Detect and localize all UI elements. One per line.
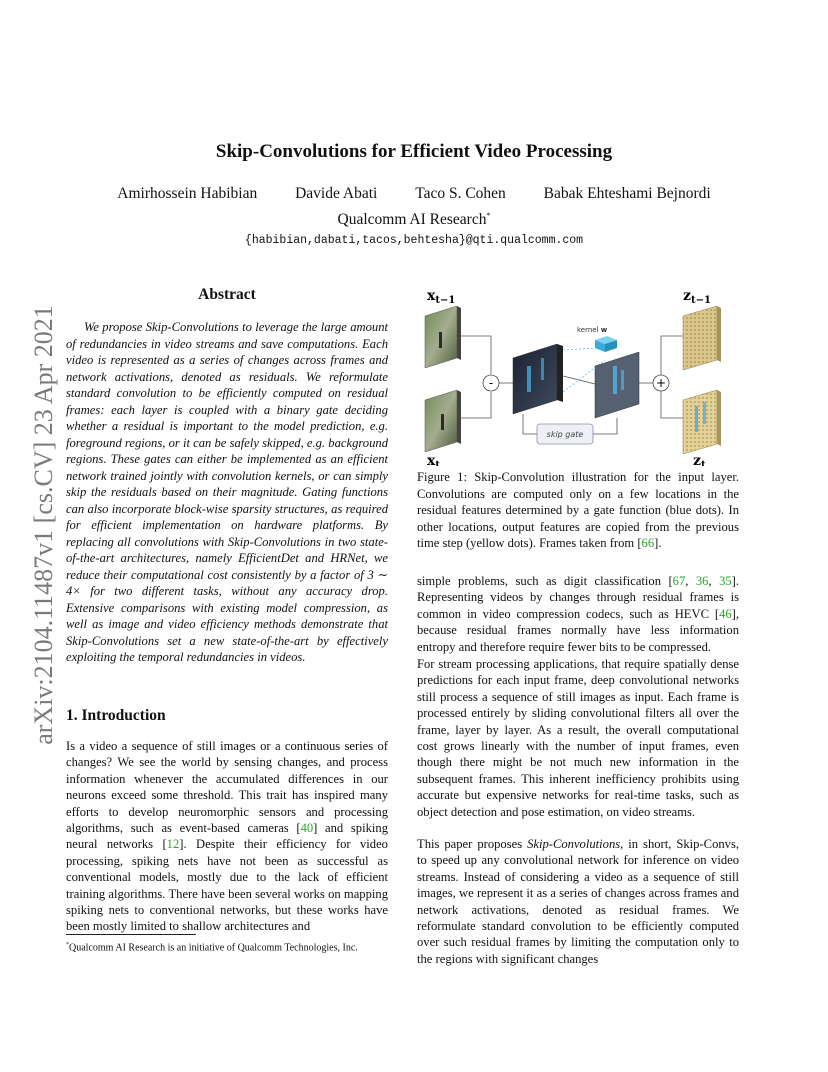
arrow-plus-to-z-cur [661, 391, 683, 418]
output-feature-prev [683, 306, 721, 370]
body-text: This paper proposes [417, 837, 528, 851]
citation-link[interactable]: 46 [719, 606, 732, 621]
section-heading: 1. Introduction [66, 707, 166, 724]
body-text: simple problems, such as digit classification [ [417, 574, 673, 588]
input-frame-prev [425, 306, 461, 368]
author-emails: {habibian,dabati,tacos,behtesha}@qti.qualcomm.com [244, 234, 584, 247]
intro-text: Is a video a sequence of still images or a continuous series of changes? We see the world by sensing changes, and process information whenever the accumulated differences in our neurons exceed some threshold. This trait has inspired many efforts to develop neuromorphic sensors and processing algorithms, such as event-based cameras [ [66, 739, 388, 836]
body-paragraph: For stream processing applications, that require spatially dense predictions for each input frame, deep convolutional networks still process a sequence of still images as input. Each frame is processed entirely by sliding convolutional filters all over the frame, layer by layer. As a result, the overall computational cost grows linearly with the number of input frames, even though there might be not much new information in the subsequent frames. This inherent inefficiency prohibits using accurate but expensive networks for real-time tasks, such as object detection and pose estimation, on video streams. [417, 657, 739, 819]
footnote-text: Qualcomm AI Research is an initiative of Qualcomm Technologies, Inc. [69, 942, 358, 954]
plus-sign: + [655, 376, 667, 390]
residual-feature-map [595, 352, 639, 418]
arrow-gate-to-feature [593, 418, 617, 434]
author-list [0, 185, 828, 203]
label-x-prev: $x_{t-1}$ [427, 288, 456, 306]
footnote [66, 939, 388, 954]
kernel-projection-line [563, 348, 597, 350]
figure-skip-conv-illustration [417, 288, 739, 466]
author-name: Davide Abati [295, 185, 378, 202]
body-text: ], because residual frames normally have less information entropy and therefore require fewer bits to be compressed. [417, 606, 739, 654]
arrow-plus-to-z-prev [661, 336, 683, 375]
figure-caption [417, 469, 739, 552]
kernel-cube [595, 336, 617, 352]
affiliation-name: Qualcomm AI Research [337, 211, 487, 229]
input-frame-cur [425, 390, 461, 452]
citation-link[interactable]: 35 [719, 574, 732, 588]
minus-sign: - [488, 376, 494, 390]
citation-link[interactable]: 40 [300, 821, 314, 836]
output-feature-cur [683, 390, 721, 454]
arrow-cur-to-minus [461, 392, 491, 418]
caption-text: ]. [654, 536, 662, 550]
intro-text: ] and spiking neural networks [ [66, 821, 388, 852]
skip-gate-label: skip gate [546, 430, 584, 439]
author-name: Taco S. Cohen [415, 185, 506, 202]
body-text: ]. Representing videos by changes through residual frames is common in video compression codecs, such as HEVC [ [417, 574, 739, 621]
body-paragraph [417, 836, 739, 967]
residual-frame [513, 344, 563, 414]
arrow-to-skip-gate [523, 414, 537, 434]
paper-title: Skip-Convolutions for Efficient Video Processing [215, 141, 613, 162]
author-name: Amirhossein Habibian [117, 185, 258, 202]
label-z-cur: $z_t$ [693, 453, 706, 466]
abstract-text: We propose Skip-Convolutions to leverage the large amount of redundancies in video streams and save computations. Each video is represented as a series of changes across frames and network activations, denoted as residuals. We reformulate standard convolution to be efficiently computed on residual frames: each layer is coupled with a binary gate deciding whether a residual is important to the model prediction, e.g. foreground regions, or it can be safely skipped, e.g. background regions. These gates can either be implemented as an efficient network trained jointly with convolution kernels, or can simply skip the residuals based on their magnitude. Gating functions can also incorporate block-wise sparsity structures, as required for efficient implementation on hardware platforms. By replacing all convolutions with Skip-Convolutions in two state-of-the-art architectures, namely EfficientDet and HRNet, we reduce their computational cost consistently by a factor of 3 ∼ 4× for two different tasks, without any accuracy drop. Extensive comparisons with existing model compression, as well as image and video efficiency methods demonstrate that Skip-Convolutions set a new state-of-the-art by effectively exploiting the temporal redundancies in videos. [66, 320, 388, 664]
intro-text: ]. Despite their efficiency for video processing, spiking nets have not been as successful as conventional models, mostly due to the lack of efficient training algorithms. There have been several works on mapping spiking nets to conventional networks, but these works have been mostly limited to shallow architectures and [66, 837, 388, 934]
arxiv-stamp-text: arXiv:2104.11487v1 [cs.CV] 23 Apr 2021 [29, 305, 58, 745]
label-x-cur: $x_t$ [427, 453, 440, 466]
footnote-mark: * [66, 942, 69, 948]
arrow-residual-to-feature [563, 376, 595, 384]
label-z-prev: $z_{t-1}$ [683, 288, 711, 306]
abstract-heading: Abstract [198, 286, 256, 303]
citation-link[interactable]: 12 [166, 837, 180, 852]
intro-paragraph [66, 738, 388, 935]
emphasis-term: Skip-Convolutions [527, 837, 621, 851]
citation-link[interactable]: 36 [695, 574, 709, 588]
arrow-prev-to-minus [461, 336, 491, 374]
figure-diagram [417, 288, 739, 466]
caption-text: Figure 1: Skip-Convolution illustration for the input layer. Convolutions are computed only on a few locations in the residual features determined by a gate function (blue dots). In other locations, output features are copied from the previous time step (yellow dots). Frames taken from [ [417, 470, 739, 550]
kernel-label: kernel w [577, 326, 608, 334]
affiliation [0, 211, 828, 229]
author-name: Babak Ehteshami Bejnordi [543, 185, 711, 202]
footnote-rule [66, 934, 196, 935]
affiliation-footnote-mark: * [486, 211, 491, 220]
body-text: , in short, Skip-Convs, to speed up any convolutional network for inference on video streams. Instead of considering a video as a sequence of still images, we represent it as a series of changes across frames and network activations, denoted as residual frames. We reformulate standard convolution to be efficiently computed over such residual frames by limiting the computation only to the regions with significant changes [417, 837, 740, 966]
citation-link[interactable]: 67 [672, 574, 686, 588]
citation-link[interactable]: 66 [641, 536, 655, 550]
body-paragraph: simple problems, such as digit classification [67, 36, 35]. Representing videos by changes through residual frames is common in video compression codecs, such as HEVC [46], because residual frames normally have less information entropy and therefore require fewer bits to be compressed. [417, 574, 739, 654]
